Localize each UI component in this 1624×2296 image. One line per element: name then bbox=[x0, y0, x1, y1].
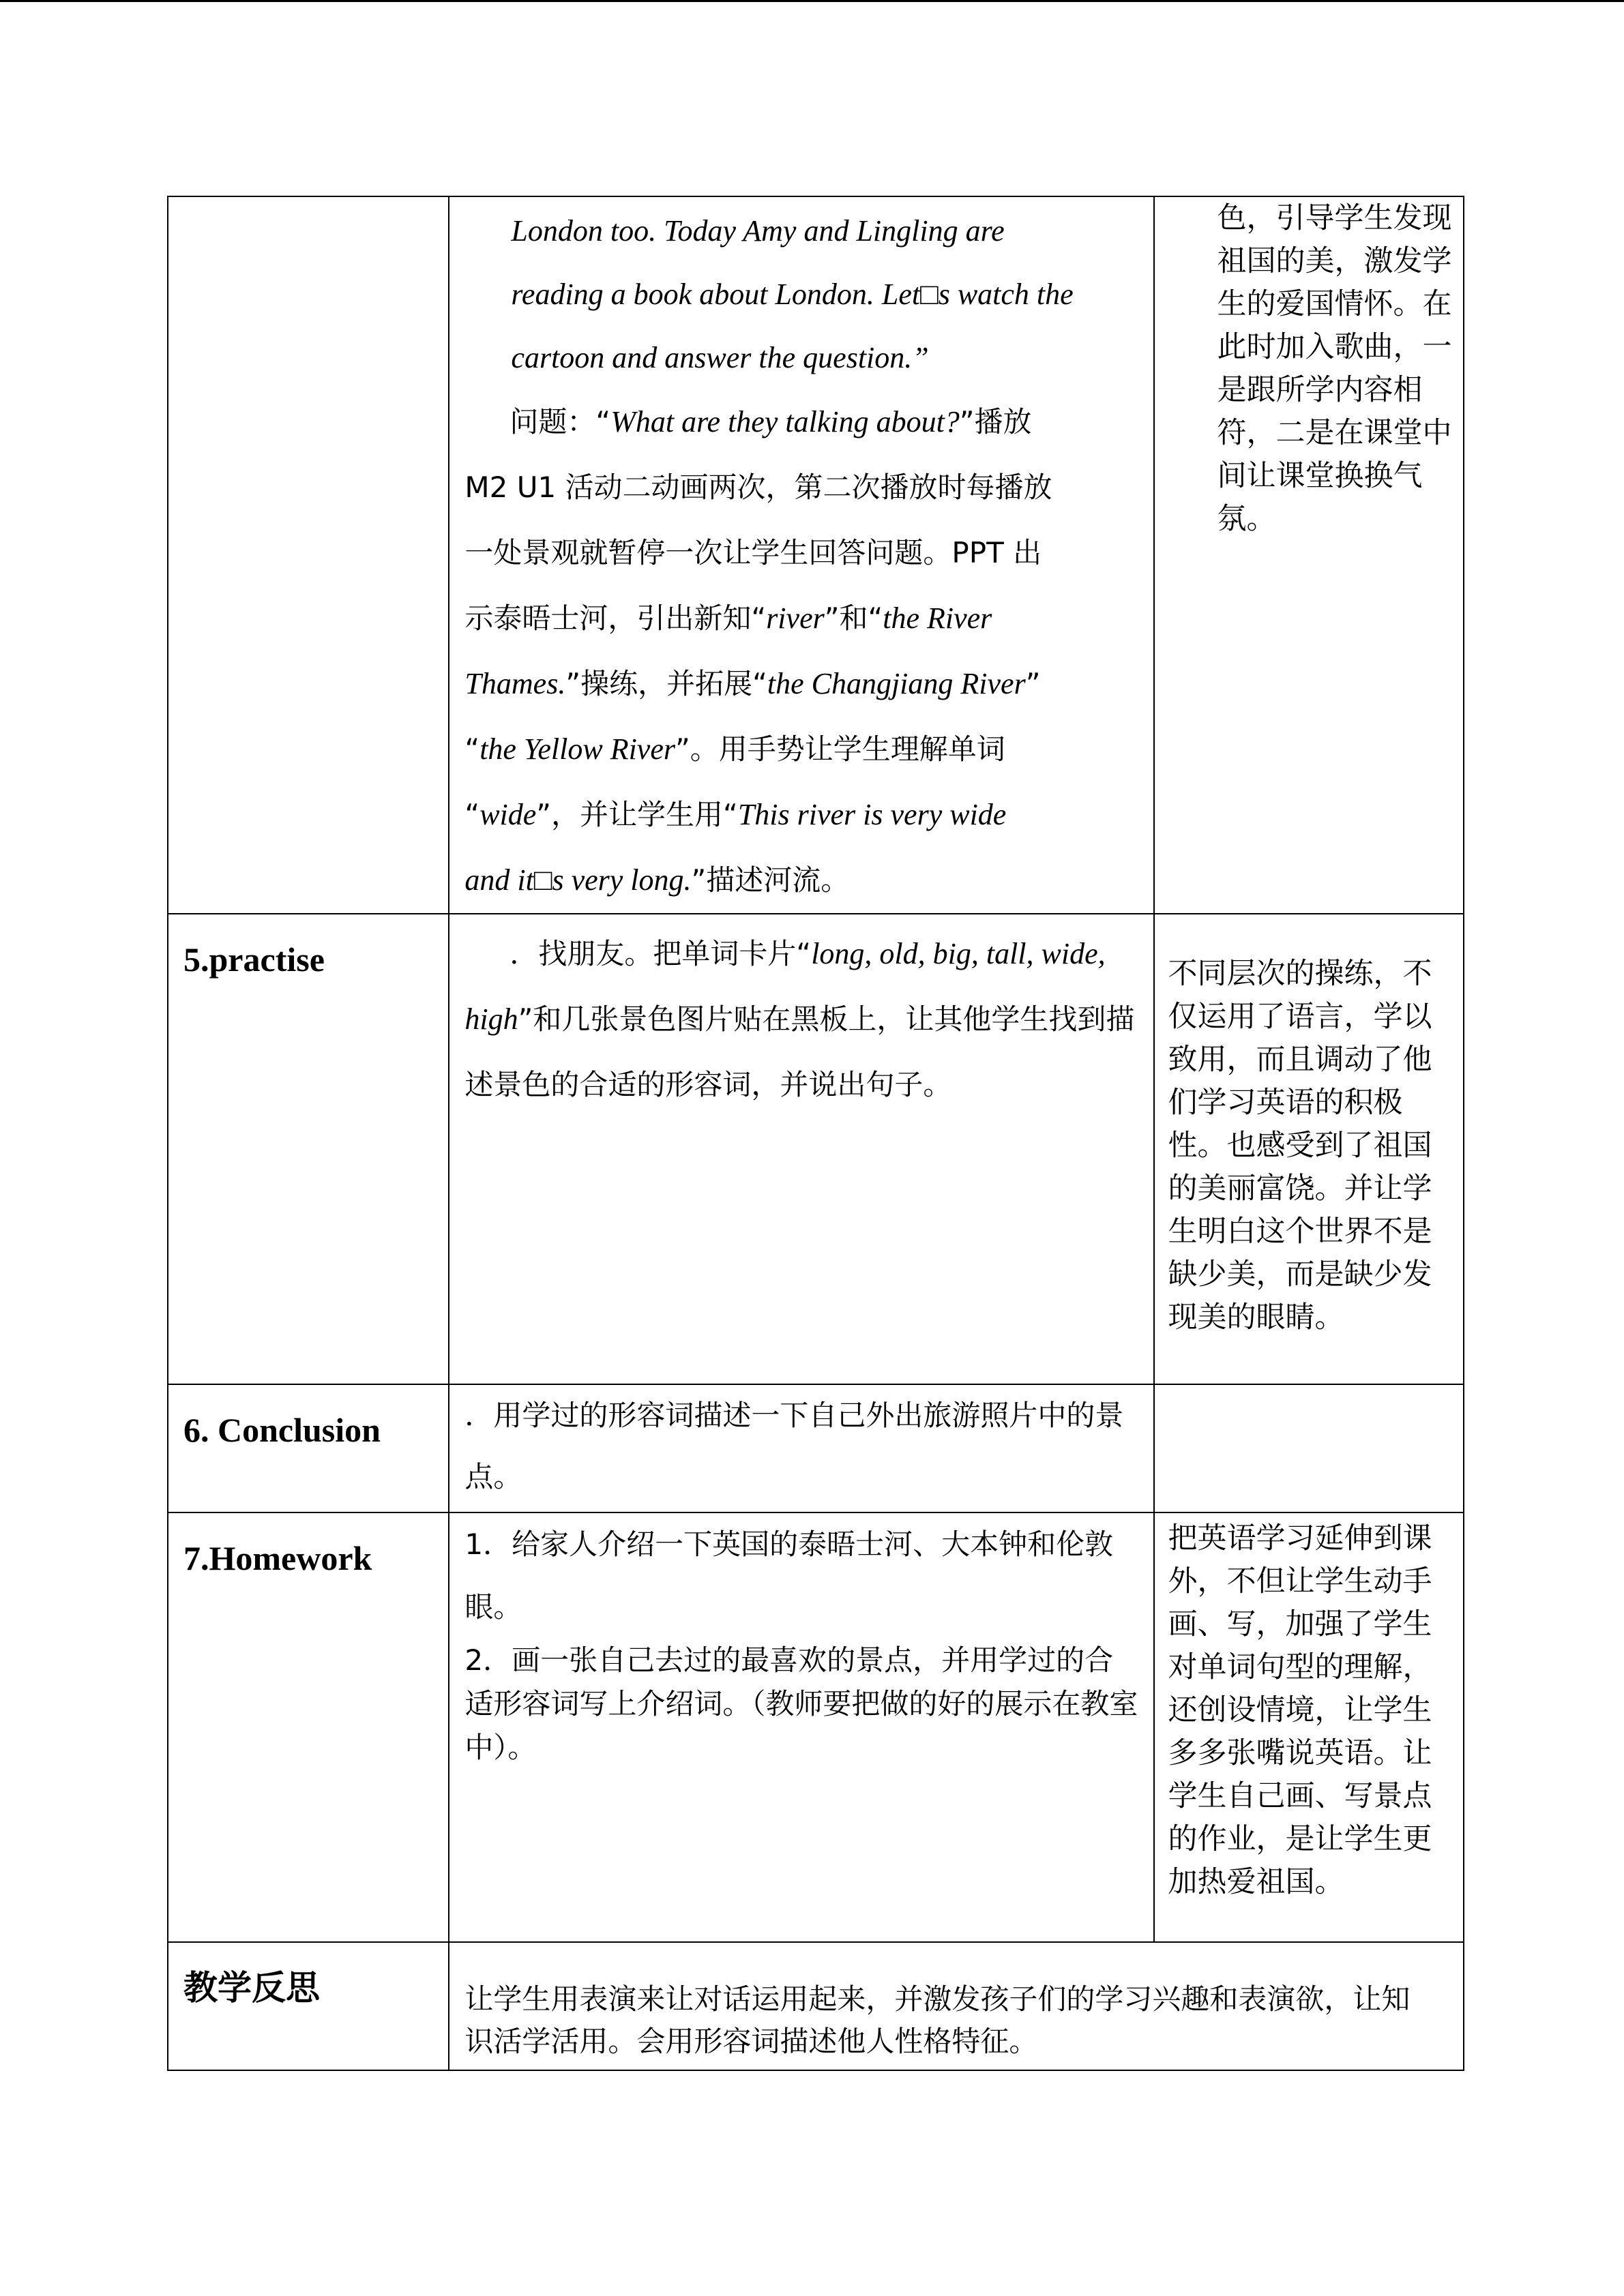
activity-line-b: M2 U1 活动二动画两次，第二次播放时每播放 bbox=[464, 471, 1052, 504]
practise-words-2: wide, high bbox=[464, 937, 1106, 1036]
word-the-river: the River bbox=[883, 601, 992, 635]
activity-paragraph bbox=[464, 389, 1138, 913]
row-label-practise: 5.practise bbox=[183, 940, 325, 979]
row-label-conclusion: 6. Conclusion bbox=[183, 1411, 381, 1449]
row-label-reflection: 教学反思 bbox=[183, 1968, 320, 2008]
question-prefix: 问题：“ bbox=[510, 405, 611, 438]
question-text: What are they talking about? bbox=[610, 405, 960, 438]
note-cell bbox=[1154, 914, 1464, 1384]
activity-line-g3: ”，并让学生用“ bbox=[536, 798, 738, 831]
activity-line-e4: ” bbox=[1025, 667, 1041, 700]
activity-line-g1: “ bbox=[464, 798, 480, 831]
label-cell bbox=[168, 1512, 449, 1942]
word-wide: wide bbox=[479, 798, 537, 831]
table-row-homework bbox=[168, 1512, 1464, 1942]
activity-line-f1: “ bbox=[464, 732, 480, 766]
note-cell bbox=[1154, 196, 1464, 914]
label-cell-empty bbox=[168, 196, 449, 914]
question-suffix: ”播放 bbox=[959, 405, 1032, 438]
reflection-cell bbox=[449, 1942, 1464, 2070]
row-label-homework: 7.Homework bbox=[183, 1539, 372, 1577]
note-cell-empty bbox=[1154, 1384, 1464, 1512]
note-text: 色，引导学生发现祖国的美，激发学生的爱国情怀。在此时加入歌曲，一是跟所学内容相符，二是在课堂中间让课堂换换气氛。 bbox=[1217, 201, 1452, 536]
word-river: river bbox=[766, 601, 825, 635]
table-row-continued bbox=[168, 196, 1464, 914]
quote-line-3: cartoon and answer the question.” bbox=[511, 341, 929, 374]
practise-text-1: ．找朋友。把单词卡片“ bbox=[510, 937, 812, 970]
activity-line-d1: 示泰晤士河，引出新知“ bbox=[464, 601, 767, 635]
activity-line-d3: ”和“ bbox=[824, 601, 883, 635]
activity-line-h2: ”描述河流。 bbox=[691, 863, 850, 897]
quote-line-1: London too. Today Amy and Lingling are bbox=[511, 214, 1005, 248]
activity-cell bbox=[449, 1512, 1153, 1942]
table-row-practise bbox=[168, 914, 1464, 1384]
note-cell bbox=[1154, 1512, 1464, 1942]
sentence-river-wide: This river is very wide bbox=[737, 798, 1007, 831]
reflection-text: 让学生用表演来让对话运用起来，并激发孩子们的学习兴趣和表演欲，让知识活学活用。会用形容词描述他人性格特征。 bbox=[464, 1982, 1411, 2058]
word-changjiang: the Changjiang River bbox=[767, 667, 1026, 700]
quote-line-2: reading a book about London. Let□s watch the bbox=[511, 278, 1074, 311]
page-top-rule bbox=[0, 0, 1624, 2]
note-text: 不同层次的操练，不仅运用了语言，学以致用，而且调动了他们学习英语的积极性。也感受到了祖国的美丽富饶。并让学生明白这个世界不是缺少美，而是缺少发现美的眼睛。 bbox=[1168, 957, 1432, 1335]
homework-item-2: 2．画一张自己去过的最喜欢的景点，并用学过的合适形容词写上介绍词。（教师要把做的好的展示在教室中）。 bbox=[464, 1643, 1138, 1764]
activity-line-f3: ”。用手势让学生理解单词 bbox=[675, 732, 1005, 766]
word-thames: Thames. bbox=[464, 667, 566, 700]
label-cell bbox=[168, 914, 449, 1384]
activity-cell bbox=[449, 914, 1153, 1384]
label-cell bbox=[168, 1942, 449, 2070]
table-row-reflection bbox=[168, 1942, 1464, 2070]
homework-item-1: 1．给家人介绍一下英国的泰晤士河、大本钟和伦敦眼。 bbox=[464, 1527, 1114, 1624]
activity-line-c: 一处景观就暂停一次让学生回答问题。PPT 出 bbox=[464, 536, 1042, 569]
table-row-conclusion bbox=[168, 1384, 1464, 1512]
sentence-river-long: and it□s very long. bbox=[464, 863, 692, 897]
label-cell bbox=[168, 1384, 449, 1512]
activity-cell bbox=[449, 1384, 1153, 1512]
word-yellow-river: the Yellow River bbox=[479, 732, 675, 766]
activity-line-e2: ”操练，并拓展“ bbox=[565, 667, 767, 700]
activity-cell bbox=[449, 196, 1153, 914]
note-text: 把英语学习延伸到课外，不但让学生动手画、写，加强了学生对单词句型的理解，还创设情境，让学生多多张嘴说英语。让学生自己画、写景点的作业，是让学生更加热爱祖国。 bbox=[1168, 1521, 1432, 1899]
conclusion-text: ．用学过的形容词描述一下自己外出旅游照片中的景点。 bbox=[464, 1399, 1124, 1493]
lesson-plan-table bbox=[167, 196, 1464, 2071]
practise-text-4: ”和几张景色图片贴在黑板上，让其他学生找到描述景色的合适的形容词，并说出句子。 bbox=[464, 1002, 1135, 1101]
practise-words-1: long, old, big, tall, bbox=[811, 937, 1034, 970]
